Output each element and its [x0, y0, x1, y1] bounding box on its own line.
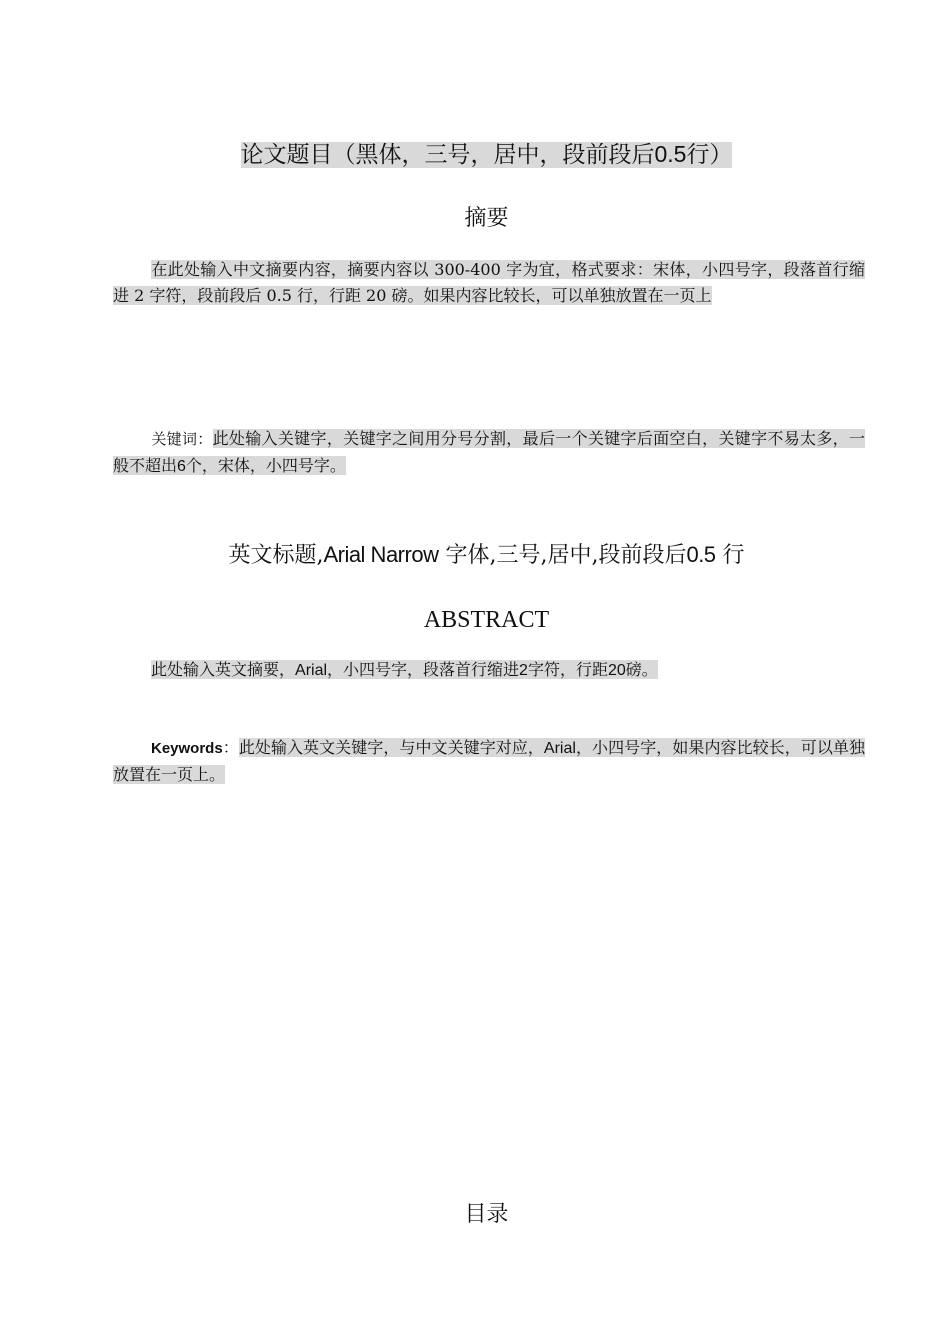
keywords-cn-label: 关键词：	[151, 431, 213, 448]
english-title-part3: 行	[715, 543, 745, 568]
toc-heading: 目录	[464, 1202, 509, 1227]
english-title-part1: 英文标题,	[228, 543, 324, 568]
keywords-en-body-a: 此处输入英文关键字，与中文关键字对应，	[238, 738, 544, 757]
english-title-font: Arial Narrow	[323, 542, 439, 567]
keywords-en-colon: ：	[222, 738, 239, 757]
keywords-cn-body-b: 个，宋体，小四号字。	[185, 456, 346, 475]
keywords-cn-body-a: 此处输入关键字，关键字之间用分号分割，最后一个关键字后面空白，关键字不易太多，一般不超出	[113, 429, 865, 475]
abstract-en-paragraph	[113, 657, 865, 684]
abstract-cn-body: 在此处输入中文摘要内容，摘要内容以 300-400 字为宜，格式要求：宋体，小四号字，段落首行缩进 2 字符，段前段后 0.5 行，行距 20 磅。如果内容比较长，可以单独放置在一页上	[113, 260, 865, 305]
keywords-cn-num: 6	[177, 458, 186, 475]
abstract-en-body-d: 磅。	[625, 660, 658, 679]
keywords-cn-paragraph	[113, 426, 865, 480]
thesis-title-text	[241, 142, 733, 168]
abstract-en-body-b: ，小四号字，段落首行缩进	[327, 660, 520, 679]
keywords-en-paragraph	[113, 735, 865, 788]
abstract-en-body-a: 此处输入英文摘要，	[151, 660, 296, 679]
keywords-en-body-b: ，小四号字，如果内容比较长，可以单独放置在一页上。	[113, 738, 865, 784]
keywords-en-label: Keywords	[151, 740, 223, 757]
abstract-en-num1: 2	[519, 662, 528, 679]
thesis-title-num: 0.5	[654, 141, 687, 167]
english-title-num: 0.5	[686, 542, 716, 567]
abstract-en-body	[151, 660, 658, 679]
abstract-cn-heading: 摘要	[464, 206, 509, 231]
abstract-en-body-c: 字符，行距	[527, 660, 608, 679]
english-title	[0, 537, 950, 574]
abstract-en-font: Arial	[295, 662, 328, 679]
thesis-title	[0, 136, 950, 173]
thesis-title-part2: 行）	[686, 142, 733, 168]
english-title-part2: 字体,三号,居中,段前段后	[438, 543, 687, 568]
abstract-cn-paragraph	[113, 257, 865, 309]
abstract-en-heading: ABSTRACT	[423, 607, 550, 633]
abstract-en-num2: 20	[607, 662, 626, 679]
thesis-title-part1: 论文题目（黑体，三号，居中，段前段后	[240, 142, 655, 168]
keywords-cn-body	[113, 429, 865, 475]
keywords-en-font: Arial	[543, 740, 576, 757]
